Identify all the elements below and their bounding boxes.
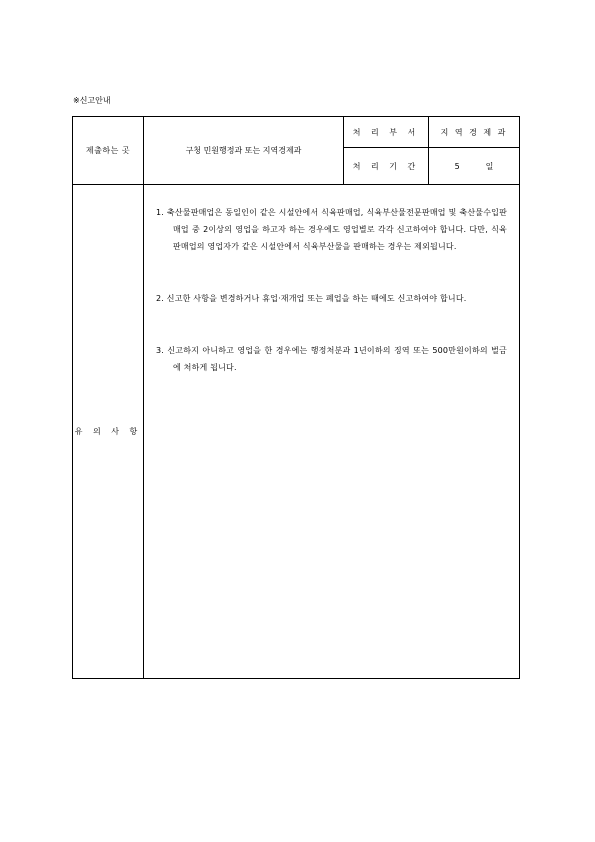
note-item-1: 1. 축산물판매업은 동일인이 같은 시설안에서 식육판매업, 식육부산물전문판매업 및 축산물수입판매업 중 2이상의 영업을 하고자 하는 경우에도 영업별로 각각 신고하여야 합니다. 다만, 식육판매업의 영업자가 같은 시설안에서 식육부산물을 판매하는 경우는 제외됩니다. [156,208,507,252]
processing-period-number: 5 [454,161,460,171]
document-heading: ※신고안내 [73,96,111,105]
notes-content [144,185,520,679]
processing-period-unit: 일 [485,161,494,171]
note-item-3: 3. 신고하지 아니하고 영업을 한 경우에는 행정처분과 1년이하의 징역 또는 500만원이하의 벌금에 처하게 됩니다. [156,345,507,373]
notice-table [72,116,520,679]
note-item-2: 2. 신고한 사항을 변경하거나 휴업·재개업 또는 폐업을 하는 때에도 신고하여야 합니다. [156,293,467,303]
notes-label: 유 의 사 항 [73,185,144,679]
processing-period-value [429,148,520,185]
submit-place-value: 구청 민원행정과 또는 지역경제과 [144,117,344,185]
submit-place-label: 제출하는 곳 [73,117,144,185]
processing-period-label: 처 리 기 간 [344,148,429,185]
processing-dept-value: 지 역 경 제 과 [429,117,520,148]
processing-dept-label: 처 리 부 서 [344,117,429,148]
